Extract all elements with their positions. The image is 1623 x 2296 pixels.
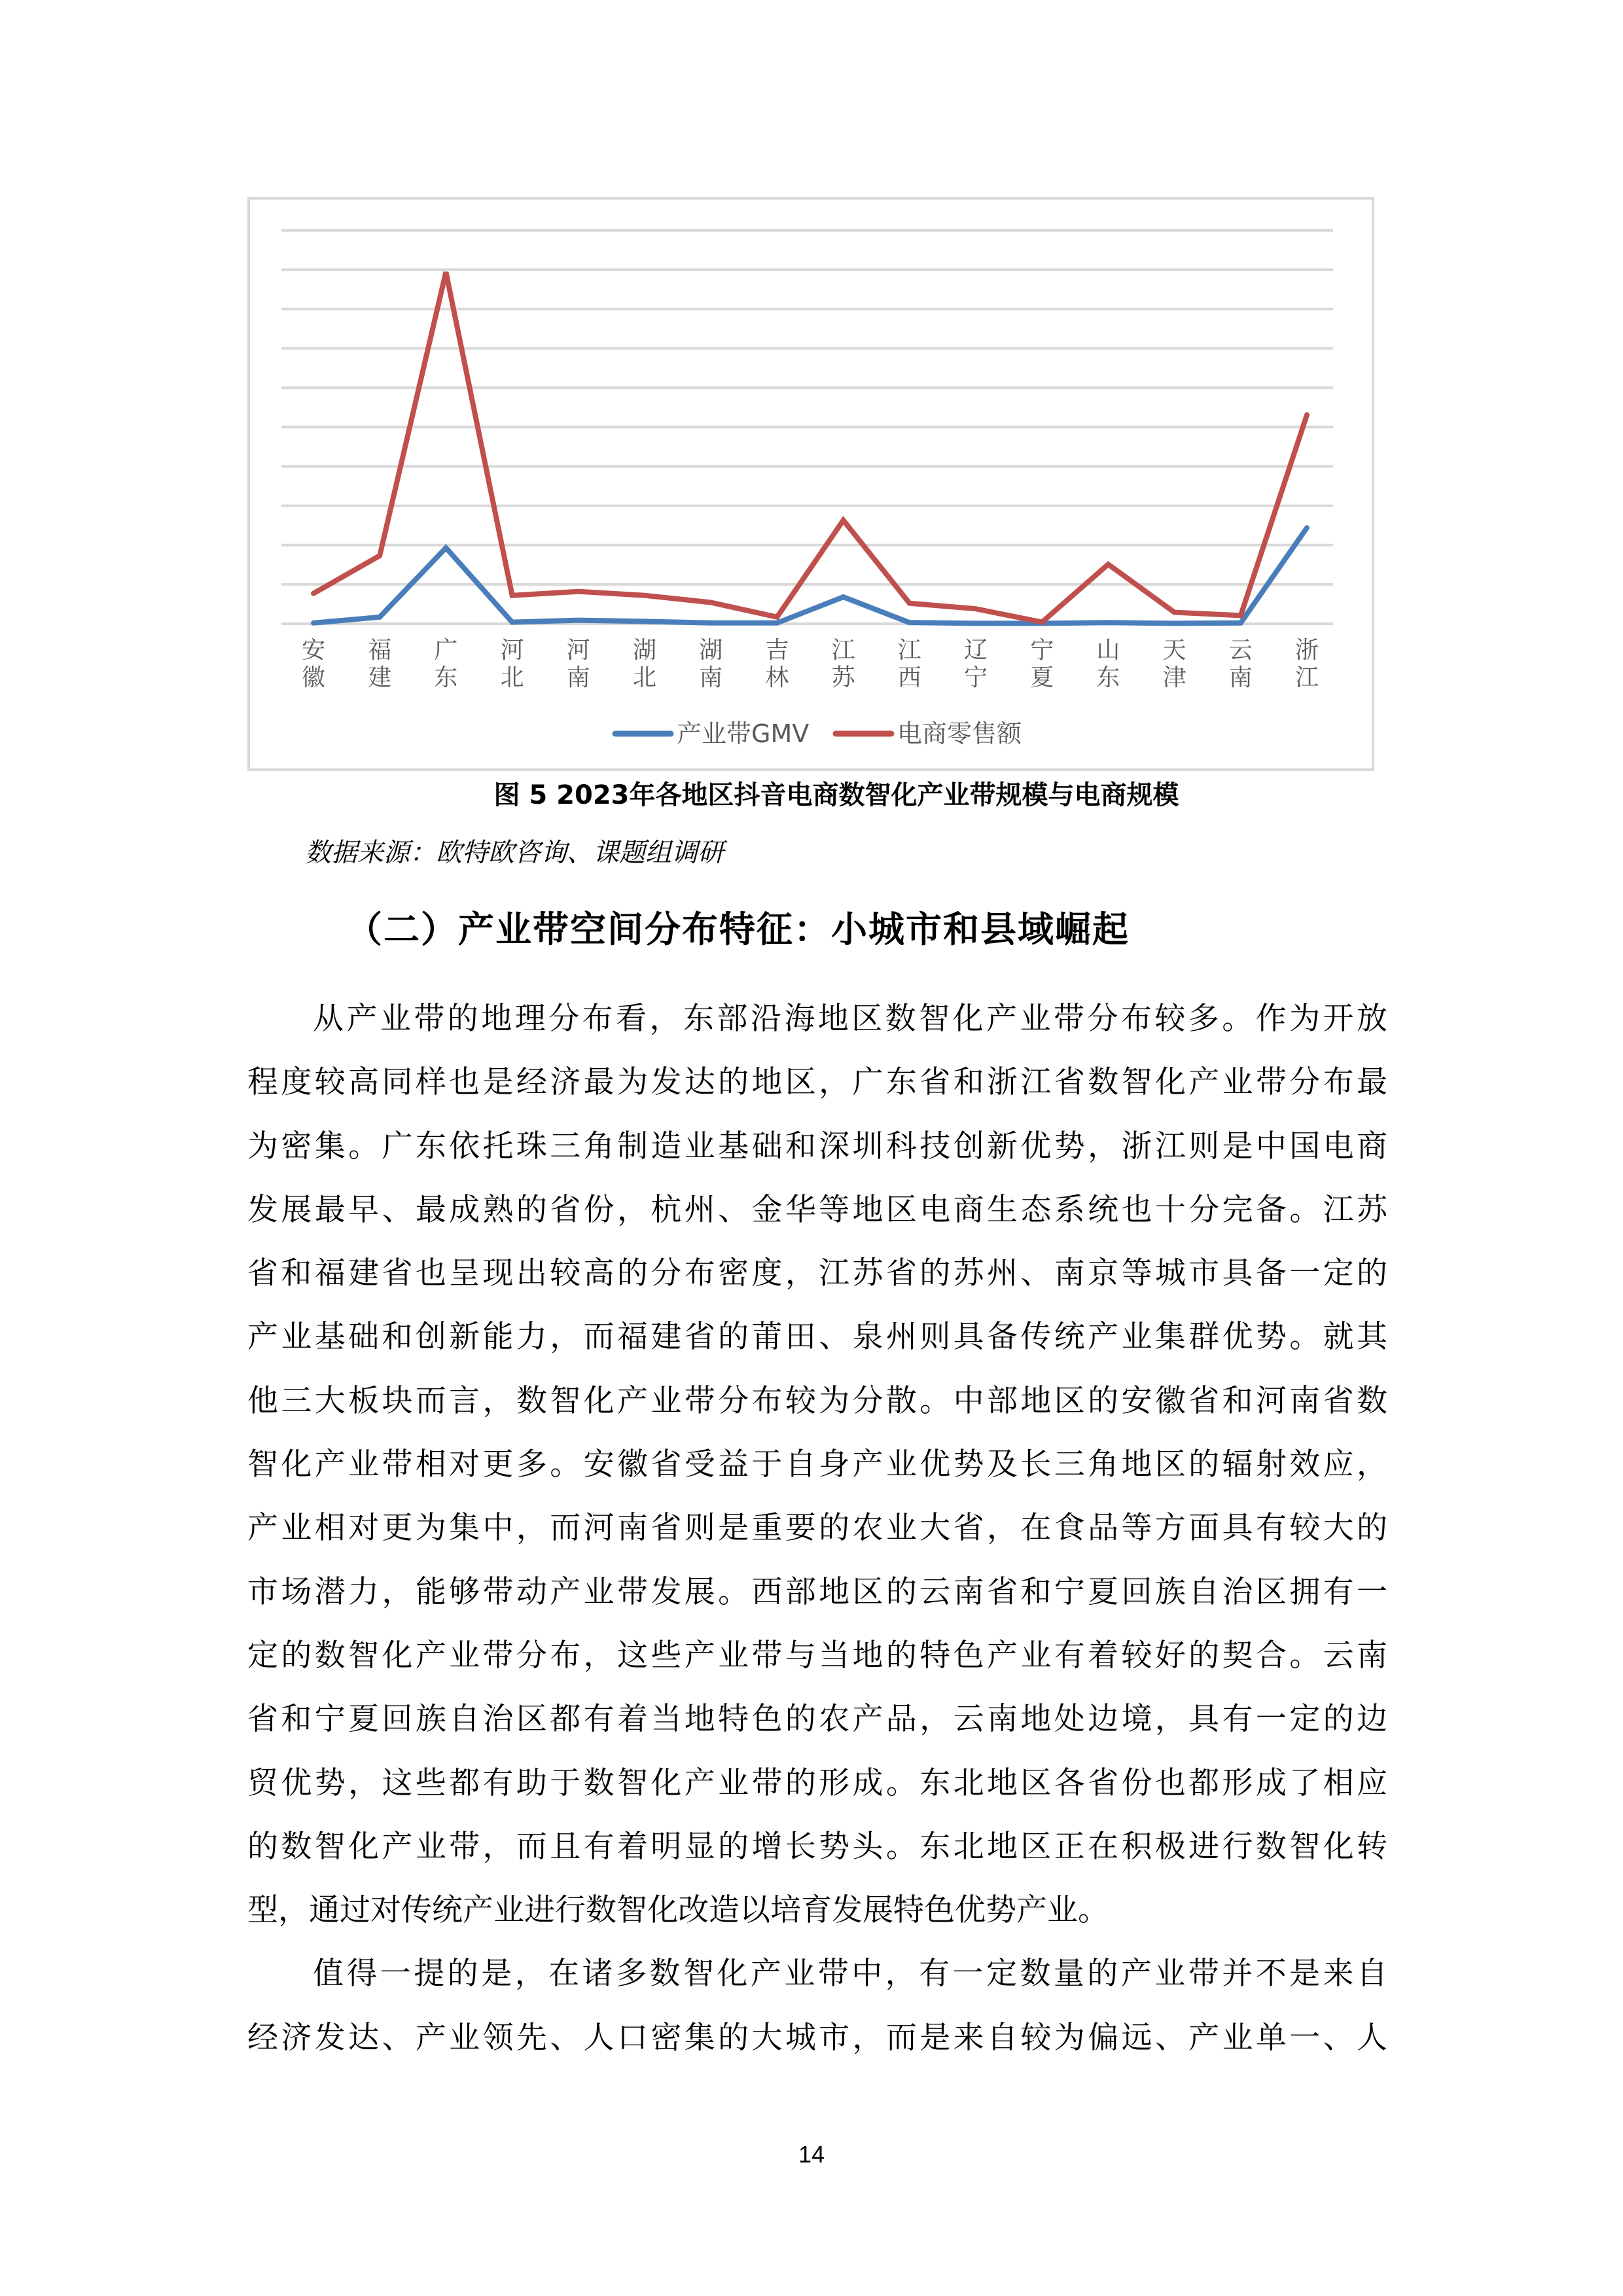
x-axis-label: 湖 (632, 637, 657, 664)
figure-source: 数据来源：欧特欧咨询、课题组调研 (305, 838, 724, 868)
x-axis-label: 福 (368, 637, 392, 664)
paragraph-line: 产业基础和创新能力，而福建省的莆田、泉州则具备传统产业集群优势。就其 (247, 1319, 1387, 1355)
x-axis-label: 宁 (1030, 637, 1054, 664)
x-axis-label: 广 (434, 637, 458, 664)
paragraph-line: 他三大板块而言，数智化产业带分布较为分散。中部地区的安徽省和河南省数 (247, 1382, 1387, 1419)
body-text (247, 987, 1387, 2070)
x-axis-label: 南 (1228, 664, 1253, 691)
paragraph-line: 经济发达、产业领先、人口密集的大城市，而是来自较为偏远、产业单一、人 (247, 2019, 1387, 2056)
x-axis-label: 苏 (831, 664, 855, 691)
x-axis-label: 北 (632, 664, 657, 691)
x-axis-label: 山 (1096, 637, 1120, 664)
x-axis-label: 安 (301, 637, 326, 664)
paragraph-line: 省和宁夏回族自治区都有着当地特色的农产品，云南地处边境，具有一定的边 (247, 1701, 1387, 1738)
section-heading: （二）产业带空间分布特征：小城市和县域崛起 (346, 908, 1130, 950)
x-axis-label: 东 (434, 664, 458, 691)
x-axis-label: 云 (1228, 637, 1253, 664)
x-axis-label: 江 (831, 637, 855, 664)
x-axis-label: 林 (765, 664, 789, 691)
x-axis-label: 浙 (1294, 637, 1319, 664)
chart-gridlines (281, 230, 1333, 624)
x-axis-label: 南 (699, 664, 723, 691)
x-axis-label: 北 (500, 664, 524, 691)
chart-canvas (250, 200, 1377, 774)
paragraph-line: 市场潜力，能够带动产业带发展。西部地区的云南省和宁夏回族自治区拥有一 (247, 1573, 1387, 1610)
paragraph-line: 程度较高同样也是经济最为发达的地区，广东省和浙江省数智化产业带分布最 (247, 1064, 1387, 1101)
x-axis-label: 徽 (301, 664, 326, 691)
x-axis-label: 宁 (963, 664, 988, 691)
x-axis-label: 天 (1162, 637, 1186, 664)
paragraph-line: 贸优势，这些都有助于数智化产业带的形成。东北地区各省份也都形成了相应 (247, 1765, 1387, 1801)
legend-label: 电商零售额 (897, 719, 1022, 748)
x-axis-label: 东 (1096, 664, 1120, 691)
paragraph-line: 的数智化产业带，而且有着明显的增长势头。东北地区正在积极进行数智化转 (247, 1828, 1387, 1865)
x-axis-label: 夏 (1030, 664, 1054, 691)
x-axis-label: 河 (566, 637, 590, 664)
chart-series (313, 272, 1307, 624)
x-axis-label: 江 (897, 637, 921, 664)
line-chart (247, 197, 1374, 771)
paragraph-line: 型，通过对传统产业进行数智化改造以培育发展特色优势产业。 (247, 1892, 1109, 1929)
paragraph-line: 产业相对更为集中，而河南省则是重要的农业大省，在食品等方面具有较大的 (247, 1510, 1387, 1547)
paragraph-line: 发展最早、最成熟的省份，杭州、金华等地区电商生态系统也十分完备。江苏 (247, 1191, 1387, 1228)
x-axis-label: 辽 (963, 637, 988, 664)
legend-label: 产业带GMV (677, 719, 810, 748)
paragraph-line: 从产业带的地理分布看，东部沿海地区数智化产业带分布较多。作为开放 (313, 1001, 1387, 1037)
paragraph-line: 为密集。广东依托珠三角制造业基础和深圳科技创新优势，浙江则是中国电商 (247, 1128, 1387, 1164)
figure-caption: 图 5 2023年各地区抖音电商数智化产业带规模与电商规模 (493, 780, 1179, 810)
x-axis-label: 建 (368, 664, 392, 691)
paragraph-line: 值得一提的是，在诸多数智化产业带中，有一定数量的产业带并不是来自 (313, 1956, 1387, 1992)
paragraph-line: 智化产业带相对更多。安徽省受益于自身产业优势及长三角地区的辐射效应， (247, 1446, 1387, 1483)
chart-x-axis-labels (302, 637, 1319, 691)
x-axis-label: 吉 (765, 637, 789, 664)
chart-legend (615, 719, 1022, 748)
x-axis-label: 津 (1162, 664, 1186, 691)
x-axis-label: 湖 (699, 637, 723, 664)
x-axis-label: 河 (500, 637, 524, 664)
x-axis-label: 西 (897, 664, 921, 691)
x-axis-label: 江 (1294, 664, 1319, 691)
paragraph-line: 定的数智化产业带分布，这些产业带与当地的特色产业有着较好的契合。云南 (247, 1637, 1387, 1674)
paragraph-line: 省和福建省也呈现出较高的分布密度，江苏省的苏州、南京等城市具备一定的 (247, 1255, 1387, 1292)
series-line (313, 528, 1307, 623)
page-number: 14 (798, 2141, 825, 2168)
x-axis-label: 南 (566, 664, 590, 691)
